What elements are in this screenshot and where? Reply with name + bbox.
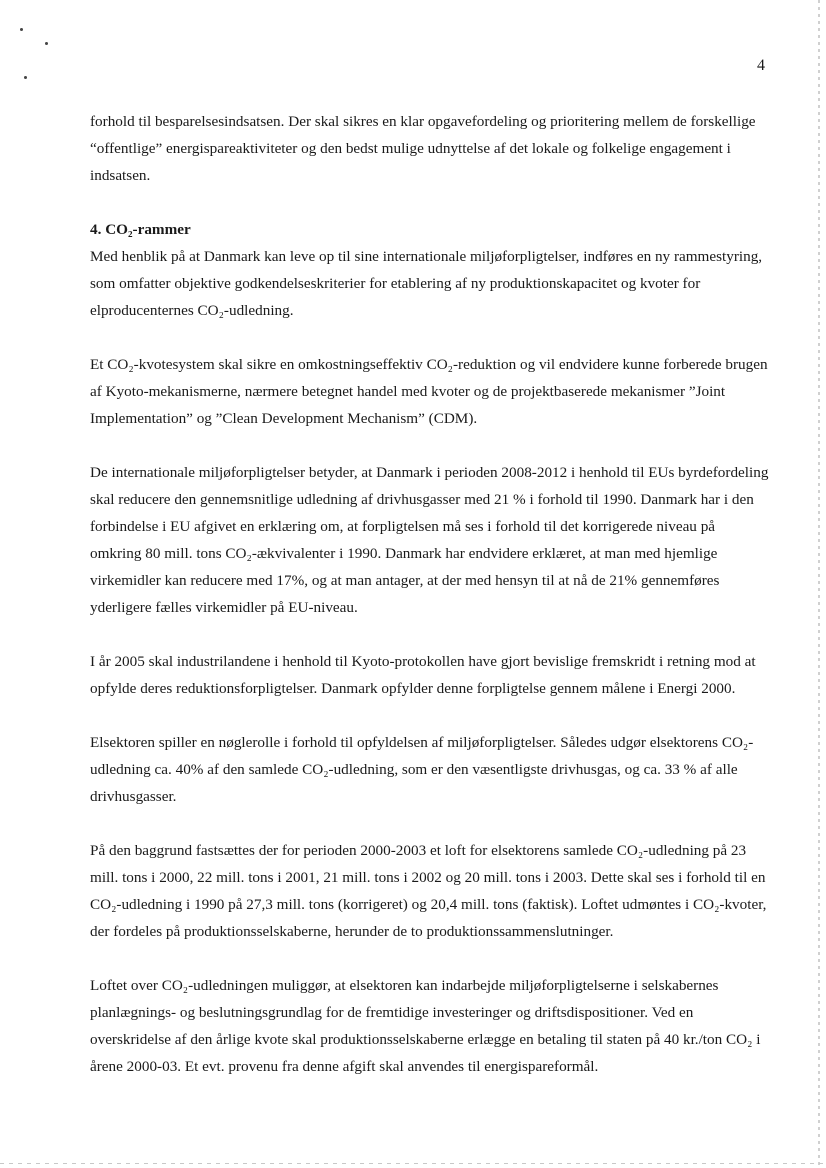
scan-speck <box>24 76 27 79</box>
paragraph: Med henblik på at Danmark kan leve op til sine internationale miljøforpligtelser, indføres en ny rammestyring, som omfatter objektive godkendelseskriterier for etablering af ny produktionskapacitet og kvoter for elproducenternes CO₂-udledning. <box>90 248 763 319</box>
document-body <box>90 108 770 1107</box>
paragraph: Et CO₂-kvotesystem skal sikre en omkostningseffektiv CO₂-reduktion og vil endvidere kunne forberede brugen af Kyoto-mekanismerne, nærmere betegnet handel med kvoter og de projektbaserede mekanismer ”Joint Implementation” og ”Clean Development Mechanism” (CDM). <box>90 356 768 427</box>
paragraph: Elsektoren spiller en nøglerolle i forhold til opfyldelsen af miljøforpligtelser. Således udgør elsektorens CO₂-udledning ca. 40% af den samlede CO₂-udledning, som er den væsentligste drivhusgas, og ca. 33 % af alle drivhusgasser. <box>90 734 754 805</box>
scan-right-edge <box>818 0 820 1168</box>
paragraph-intro: forhold til besparelsesindsatsen. Der skal sikres en klar opgavefordeling og prioritering mellem de forskellige “offentlige” energispareaktiviteter og den bedst mulige udnyttelse af det lokale og folkelige engagement i indsatsen. <box>90 113 756 184</box>
scan-speck <box>45 42 48 45</box>
paragraph: På den baggrund fastsættes der for perioden 2000-2003 et loft for elsektorens samlede CO₂-udledning på 23 mill. tons i 2000, 22 mill. tons i 2001, 21 mill. tons i 2002 og 20 mill. tons i 2003. Dette skal ses i forhold til en CO₂-udledning i 1990 på 27,3 mill. tons (korrigeret) og 20,4 mill. tons (faktisk). Loftet udmøntes i CO₂-kvoter, der fordeles på produktionsselskaberne, herunder de to produktionssammenslutninger. <box>90 842 767 940</box>
scan-bottom-edge <box>0 1163 826 1164</box>
scan-speck <box>20 28 23 31</box>
paragraph: De internationale miljøforpligtelser betyder, at Danmark i perioden 2008-2012 i henhold til EUs byrdefordeling skal reducere den gennemsnitlige udledning af drivhusgasser med 21 % i forhold til 1990. Danmark har i den forbindelse i EU afgivet en erklæring om, at forpligtelsen må ses i forhold til det korrigerede niveau på omkring 80 mill. tons CO₂-ækvivalenter i 1990. Danmark har endvidere erklæret, at man med hjemlige virkemidler kan reducere med 17%, og at man antager, at der med hensyn til at nå de 21% gennemføres yderligere fælles virkemidler på EU-niveau. <box>90 464 769 616</box>
section-heading: 4. CO₂-rammer <box>90 221 191 238</box>
page-number: 4 <box>757 57 765 74</box>
paragraph: I år 2005 skal industrilandene i henhold til Kyoto-protokollen have gjort bevislige fremskridt i retning mod at opfylde deres reduktionsforpligtelser. Danmark opfylder denne forpligtelse gennem målene i Energi 2000. <box>90 653 756 697</box>
paragraph: Loftet over CO₂-udledningen muliggør, at elsektoren kan indarbejde miljøforpligtelserne i selskabernes planlægnings- og beslutningsgrundlag for de fremtidige investeringer og driftsdispositioner. Ved en overskridelse af den årlige kvote skal produktionsselskaberne erlægge en betaling til staten på 40 kr./ton CO₂ i årene 2000-03. Et evt. provenu fra denne afgift skal anvendes til energispareformål. <box>90 977 761 1075</box>
